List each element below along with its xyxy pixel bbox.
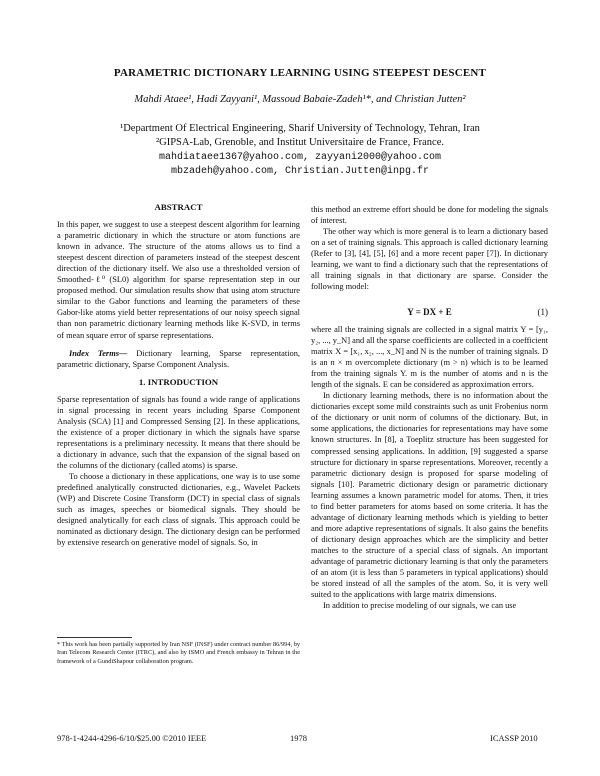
right-paragraph-0: this method an extreme effort should be done for modeling the signals of interest. (311, 205, 548, 226)
intro-paragraph-2: To choose a dictionary in these applications, one way is to use some predefined analytically constructed dictionaries, e.g., Wavelet Packets (WP) and Discrete Cosine Transform (DCT) in special class of signals such as images, speeches or biomedical signals. They should be designed analytically for each class of signals. This approach could be nominated as dictionary design. The dictionary design can be performed by extensive research on generative model of signals. So, in (57, 472, 300, 548)
equation-number: (1) (537, 307, 548, 317)
abstract-heading: ABSTRACT (154, 202, 203, 212)
abstract-text: In this paper, we suggest to use a steepest descent algorithm for learning a parametric dictionary in which the structure or atom functions are known in advance. The structure of the atoms allows us to find a steepest descent direction of parameters instead of the steepest descent direction of the dictionary itself. We also use a thresholded version of Smoothed-ℓ⁰ (SL0) algorithm for sparse representation step in our proposed method. Our simulation results show that using atom structure similar to the Gabor functions and learning the parameters of these Gabor-like atoms yield better representations of our noisy speech signal than non parametric dictionary learning methods like K-SVD, in terms of mean square error of sparse representations. (57, 220, 300, 340)
index-terms (57, 348, 300, 370)
paper-title: PARAMETRIC DICTIONARY LEARNING USING STEEPEST DESCENT (113, 67, 487, 79)
right-paragraph-4: In addition to precise modeling of our signals, we can use (323, 601, 517, 611)
introduction-heading: 1. INTRODUCTION (138, 376, 219, 387)
page-number: 1978 (290, 733, 307, 743)
index-terms-text: Dictionary learning, Sparse representation, parametric dictionary, Sparse Component Analysis. (57, 348, 300, 369)
left-column (57, 202, 300, 548)
affiliation-1: ¹Department Of Electrical Engineering, Sharif University of Technology, Tehran, Iran (120, 123, 480, 134)
emails-line-2: mbzadeh@yahoo.com, Christian.Jutten@inpg.fr (170, 166, 430, 177)
right-paragraph-2: where all the training signals are collected in a signal matrix Y = [y₁, y₂, ..., y_N] and all the sparse coefficients are collected in a coefficient matrix X = [x₁, x₂, ..., x_N] and N is the number of training signals. D is an n × m overcomplete dictionary (m > n) which is to be learned from the training signals Y. m is the number of atoms and n is the length of the signals. E can be considered as approximation errors. (311, 325, 548, 390)
conference-name: ICASSP 2010 (490, 733, 538, 743)
right-paragraph-1: The other way which is more general is to learn a dictionary based on a set of training signals. This approach is called dictionary learning (Refer to [3], [4], [5], [6] and a more recent paper [7]). In dictionary learning, we want to find a dictionary such that the representations of all training signals in that dictionary are sparse. Consider the following model: (311, 227, 548, 292)
equation-1 (311, 307, 548, 317)
affiliation-2: ²GIPSA-Lab, Grenoble, and Institut Universitaire de France, France. (155, 137, 445, 148)
author-list: Mahdi Ataee¹, Hadi Zayyani¹, Massoud Babaie-Zadeh¹*, and Christian Jutten² (134, 94, 466, 105)
emails-line-1: mahdiataee1367@yahoo.com, zayyani2000@yahoo.com (158, 152, 442, 163)
right-paragraph-3: In dictionary learning methods, there is no information about the dictionaries except some mild constraints such as unit Frobenius norm of the dictionary or unit norm of columns of the dictionary. But, in some applications, the dictionaries for representations may have some known structures. In [8], a Toeplitz structure has been suggested for compressed sensing applications. In addition, [9] suggested a sparse structure for dictionary in sparse representations. Moreover, recently a parametric dictionary design is proposed for sparse modeling of signals [10]. Parametric dictionary design or parametric dictionary learning assumes a known parametric model for atoms. Then, it tries to find better parameters for atoms based on some criteria. It has the advantage of dictionary learning methods which is yielding to better and more adaptive representations of signals. It also gains the benefits of dictionary design approaches which are the simplicity and better matches to the structure of a special class of signals. An important advantage of parametric dictionary learning is that only the parameters of an atom (it is less than 5 parameters in typical applications) should be stored instead of all the samples of the atom. So, it is very well suited to the applications with large matrix dimensions. (311, 391, 548, 600)
isbn-copyright: 978-1-4244-4296-6/10/$25.00 ©2010 IEEE (57, 733, 207, 743)
equation-expression: Y = DX + E (407, 307, 452, 317)
right-column-body (311, 324, 548, 611)
index-terms-label: Index Terms— (69, 348, 128, 358)
funding-footnote: * This work has been partially supported by Iran NSF (INSF) under contract number 86/994, by Iran Telecom Research Center (ITRC), and also by ISMO and French embassy in Tehran in the framework of a GundiShapour collaboration program. (57, 641, 300, 665)
intro-paragraph-1: Sparse representation of signals has found a wide range of applications in signal processing in recent years including Sparse Component Analysis (SCA) [1] and Compressed Sensing [2]. In these applications, the existence of a proper dictionary in which the signals have sparse representations is a preliminary necessity. It means that there should be a dictionary in advance, such that the expansion of the signal based on the columns of the dictionary (called atoms) is sparse. (57, 394, 300, 470)
footnote-rule (57, 637, 132, 638)
right-column-top (311, 204, 548, 292)
